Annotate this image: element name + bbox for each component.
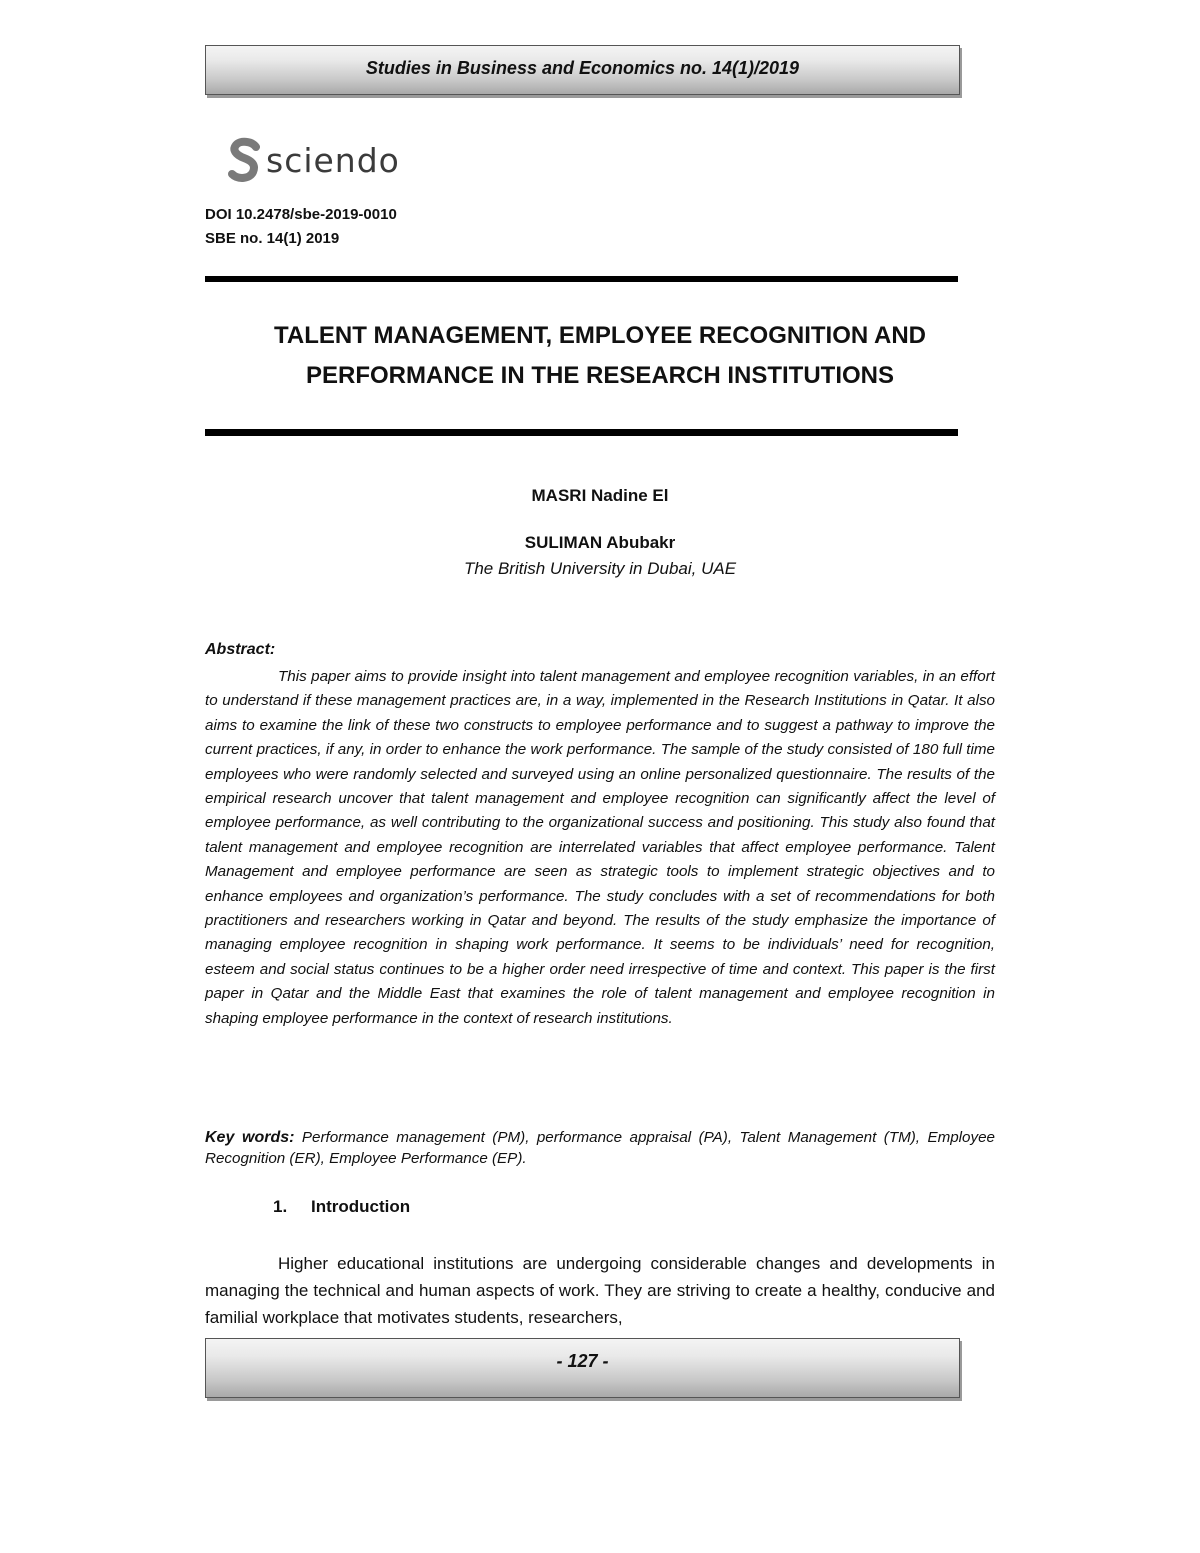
affiliation: The British University in Dubai, UAE [463, 559, 737, 578]
title-line-2: PERFORMANCE IN THE RESEARCH INSTITUTIONS [305, 362, 895, 389]
abstract-text: This paper aims to provide insight into talent management and employee recognition variables, in an effort to understand if these management practices are, in a way, implemented in the Research Institutions in Qatar. It also aims to examine the link of these two constructs to employee performance and to suggest a pathway to improve the current practices, if any, in order to enhance the work performance. The sample of the study consisted of 180 full time employees who were randomly selected and surveyed using an online personalized questionnaire. The results of the empirical research uncover that talent management and employee recognition can significantly affect the level of employee performance, as well contributing to the organizational success and positioning. This study also found that talent management and employee recognition are interrelated variables that affect employee performance. Talent Management and employee performance are seen as strategic tools to implement strategic objectives and to enhance employees and organization’s performance. The study concludes with a set of recommendations for both practitioners and researchers working in Qatar and beyond. The results of the study emphasize the importance of managing employee recognition in shaping work performance. It seems to be individuals’ need for recognition, esteem and social status continues to be a higher order need irrespective of time and context. This paper is the first paper in Qatar and the Middle East that examines the role of talent management and employee recognition in shaping employee performance in the context of research institutions. [205, 668, 995, 1027]
author-1: MASRI Nadine El [531, 486, 669, 505]
abstract-heading: Abstract: [205, 641, 276, 658]
sciendo-s-icon [226, 137, 262, 183]
section-title: Introduction [311, 1197, 411, 1216]
footer-band [205, 1338, 960, 1398]
section-heading [273, 1197, 410, 1217]
issue-info: SBE no. 14(1) 2019 [205, 230, 340, 247]
doi: DOI 10.2478/sbe-2019-0010 [205, 206, 397, 223]
paper-title [205, 316, 995, 396]
page-number: - 127 - [556, 1351, 609, 1371]
section-number: 1. [273, 1197, 288, 1216]
journal-header-band [205, 45, 960, 95]
sciendo-logo [226, 135, 400, 185]
journal-title: Studies in Business and Economics no. 14(1)/2019 [365, 58, 800, 78]
title-rule-bottom [205, 429, 958, 436]
title-rule-top [205, 276, 958, 282]
keywords-label: Key words: [205, 1129, 295, 1146]
title-line-1: TALENT MANAGEMENT, EMPLOYEE RECOGNITION AND [273, 322, 926, 349]
keywords-text: Performance management (PM), performance appraisal (PA), Talent Management (TM), Employee Recognition (ER), Employee Performance (EP). [205, 1129, 995, 1167]
logo-text: sciendo [266, 140, 400, 180]
author-2: SULIMAN Abubakr [524, 533, 676, 552]
keywords [205, 1127, 995, 1169]
body-paragraph: Higher educational institutions are undergoing considerable changes and developments in managing the technical and human aspects of work. They are striving to create a healthy, conducive and familial workplace that motivates students, researchers, [205, 1254, 995, 1327]
